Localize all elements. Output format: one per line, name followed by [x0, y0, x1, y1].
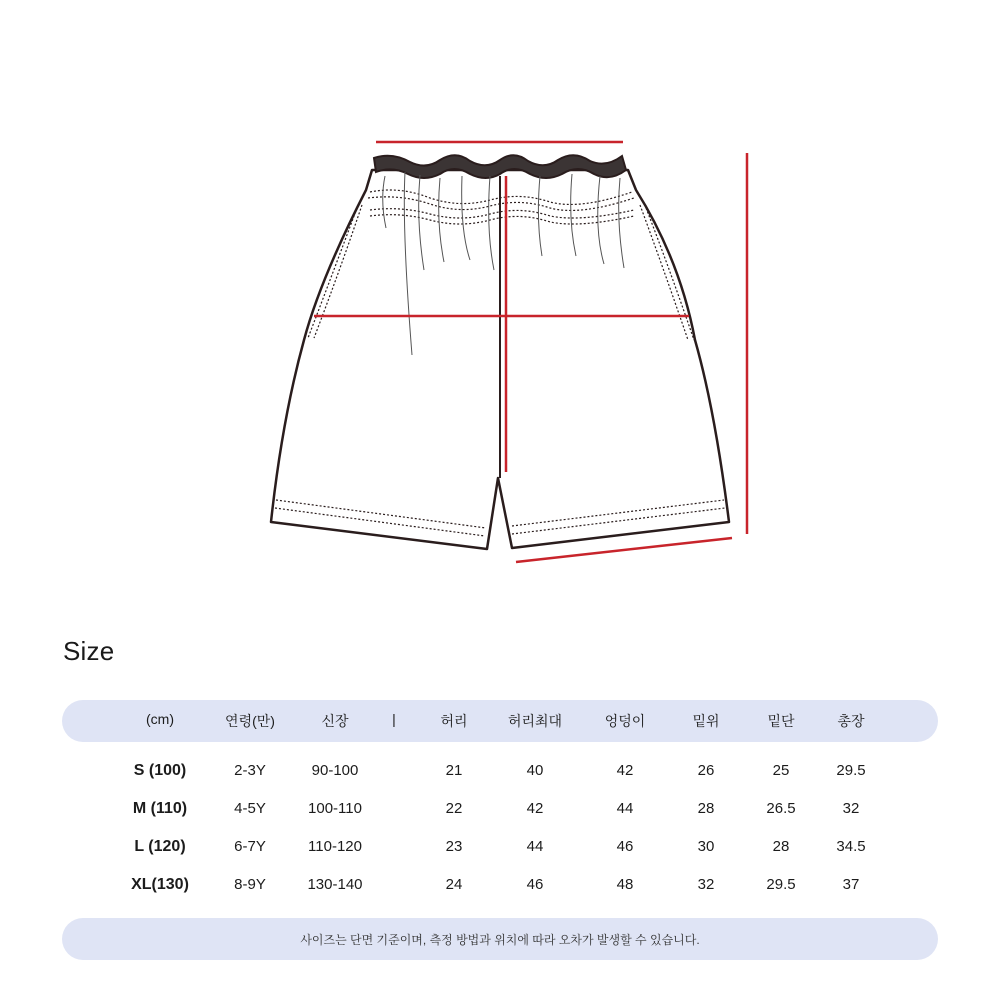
- row-hip: 42: [616, 762, 634, 779]
- header-length: 총장: [837, 713, 865, 729]
- row-waist-max: 44: [526, 838, 544, 855]
- row-height: 130-140: [307, 876, 363, 893]
- row-height: 90-100: [311, 762, 359, 779]
- size-note-text: 사이즈는 단면 기준이며, 측정 방법과 위치에 따라 오차가 발생할 수 있습니다.: [300, 932, 700, 947]
- header-age: 연령(만): [225, 713, 275, 729]
- header-waist-max: 허리최대: [507, 713, 563, 729]
- row-rise: 30: [697, 838, 715, 855]
- row-rise: 32: [697, 876, 715, 893]
- row-waist: 21: [445, 762, 463, 779]
- row-hem: 26.5: [766, 800, 796, 817]
- row-waist: 24: [445, 876, 463, 893]
- row-rise: 28: [697, 800, 715, 817]
- size-note: [62, 918, 938, 960]
- row-hem: 25: [772, 762, 790, 779]
- header-divider: |: [392, 711, 396, 727]
- row-hip: 46: [616, 838, 634, 855]
- row-size-label: M (110): [132, 800, 188, 817]
- row-size-label: S (100): [133, 762, 187, 779]
- row-age: 2-3Y: [234, 762, 266, 779]
- row-length: 29.5: [836, 762, 866, 779]
- size-table-header: [62, 700, 938, 742]
- header-rise: 밑위: [692, 713, 720, 729]
- row-rise: 26: [697, 762, 715, 779]
- row-waist: 23: [445, 838, 463, 855]
- row-waist-max: 46: [526, 876, 544, 893]
- row-hem: 29.5: [766, 876, 796, 893]
- row-hip: 48: [616, 876, 634, 893]
- row-size-label: XL(130): [131, 876, 189, 893]
- size-title: Size: [63, 636, 115, 666]
- header-hip: 엉덩이: [604, 713, 646, 729]
- row-age: 4-5Y: [234, 800, 266, 817]
- row-height: 110-120: [308, 838, 362, 855]
- row-length: 32: [842, 800, 860, 817]
- header-height: 신장: [321, 713, 349, 729]
- row-hip: 44: [616, 800, 634, 817]
- row-size-label: L (120): [134, 838, 186, 855]
- row-age: 8-9Y: [234, 876, 266, 893]
- row-waist: 22: [445, 800, 463, 817]
- row-waist-max: 40: [526, 762, 544, 779]
- header-unit: (cm): [146, 711, 174, 727]
- header-hem: 밑단: [767, 713, 795, 729]
- row-height: 100-110: [308, 800, 362, 817]
- header-waist: 허리: [440, 713, 468, 729]
- row-age: 6-7Y: [234, 838, 266, 855]
- row-waist-max: 42: [526, 800, 544, 817]
- row-hem: 28: [772, 838, 790, 855]
- row-length: 37: [842, 876, 860, 893]
- row-length: 34.5: [836, 838, 866, 855]
